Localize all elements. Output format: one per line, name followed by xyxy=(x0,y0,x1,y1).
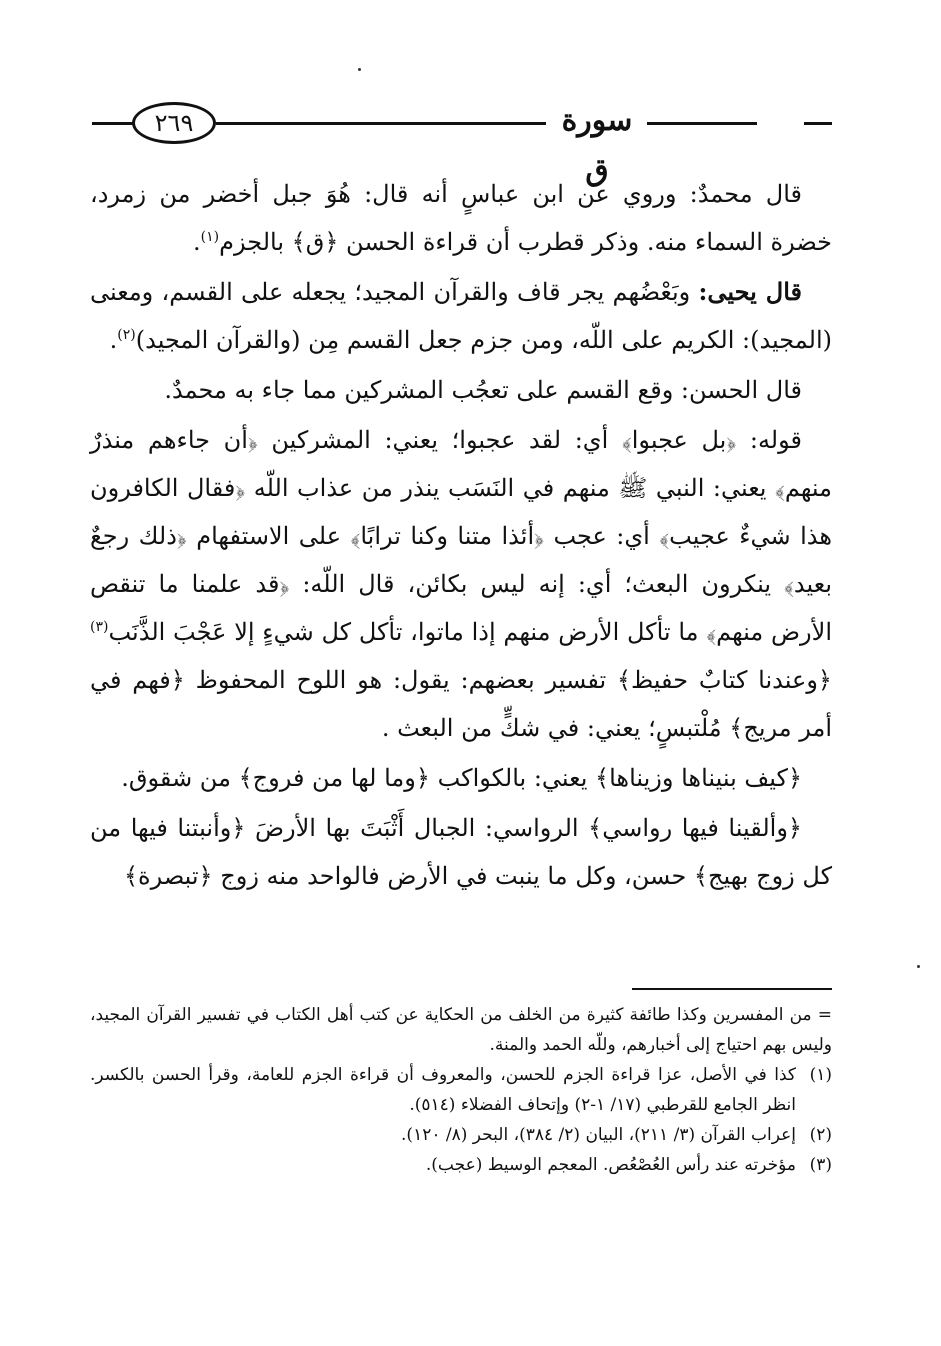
footnote-continuation: = من المفسرين وكذا طائفة كثيرة من الخلف من الحكاية عن كتب أهل الكتاب في تفسير القرآن المجيد، وليس بهم احتياج إلى أخبارهم، وللّه الحمد والمنة. xyxy=(90,1005,832,1055)
footnote-ref-3: (٣) xyxy=(90,619,109,635)
main-text xyxy=(90,170,832,902)
scan-speck xyxy=(917,965,920,968)
paragraph-6: ﴿وألقينا فيها رواسي﴾ الرواسي: الجبال أَثْبَتَ بها الأرضَ ﴿وأنبتنا فيها من كل زوج بهيج﴾ حسن، وكل ما ينبت في الأرض فالواحد منه زوج ﴿تبصرة﴾ xyxy=(90,814,832,890)
footnote-divider xyxy=(632,988,832,990)
paragraph-1: قال محمدٌ: وروي عن ابن عباسٍ أنه قال: هُوَ جبل أخضر من زمرد، خضرة السماء منه. وذكر قطرب أن قراءة الحسن ﴿ق﴾ بالجزم$^{(١)}$. xyxy=(90,180,832,256)
footnote-number: (١) xyxy=(809,1065,832,1085)
header-rule-left xyxy=(92,122,134,125)
page-number: ٢٦٩ xyxy=(132,102,216,144)
footnote-text: كذا في الأصل، عزا قراءة الجزم للحسن، والمعروف أن قراءة الجزم للعامة، وقرأ الحسن بالكسر. انظر الجامع للقرطبي (١٧/ ١-٢) وإتحاف الفضلاء (٥١٤). xyxy=(90,1065,796,1115)
surah-title: سورة ق xyxy=(561,103,633,188)
footnote-3 xyxy=(90,1150,832,1180)
footnote-text: إعراب القرآن (٣/ ٢١١)، البيان (٢/ ٣٨٤)، البحر (٨/ ١٢٠). xyxy=(401,1125,796,1145)
header-rule-right-short xyxy=(804,122,832,125)
page-header xyxy=(92,100,832,188)
footnote-text: مؤخرته عند رأس العُصْعُص. المعجم الوسيط (عجب). xyxy=(425,1155,796,1175)
paragraph-2: قال يحيى: وبَعْضُهم يجر قاف والقرآن المجيد؛ يجعله على القسم، ومعنى (المجيد): الكريم على اللّه، ومن جزم جعل القسم مِن (والقرآن المجيد)$^{(٢)}$. xyxy=(90,277,832,354)
footnote-2 xyxy=(90,1120,832,1150)
header-rule-right-long xyxy=(647,122,757,125)
speaker-label: قال يحيى: xyxy=(698,277,802,306)
footnote-number: (٢) xyxy=(809,1125,832,1145)
footnote-number: (٣) xyxy=(809,1155,832,1175)
paragraph-5: ﴿كيف بنيناها وزيناها﴾ يعني: بالكواكب ﴿وما لها من فروج﴾ من شقوق. xyxy=(121,764,802,792)
header-rule-middle xyxy=(216,122,546,125)
footnote-ref-2: (٢) xyxy=(117,327,136,343)
footnotes xyxy=(90,1000,832,1180)
paragraph-4: قوله: ﴿بل عجبوا﴾ أي: لقد عجبوا؛ يعني: المشركين ﴿أن جاءهم منذرٌ منهم﴾ يعني: النبي ﷺ منهم في النَسَب ينذر من عذاب اللّه ﴿فقال الكافرون هذا شيءٌ عجيب﴾ أي: عجب ﴿أئذا متنا وكنا ترابًا﴾ على الاستفهام ﴿ذلك رجعٌ بعيد﴾ ينكرون البعث؛ أي: إنه ليس بكائن، قال اللّه: ﴿قد علمنا ما تنقص الأرض منهم﴾ ما تأكل الأرض منهم إذا ماتوا، تأكل كل شيءٍ إلا عَجْبَ الذَّنَب$^{(٣)}$ ﴿وعندنا كتابٌ حفيظ﴾ تفسير بعضهم: يقول: هو اللوح المحفوظ ﴿فهم في أمر مريج﴾ مُلْتبسٍ؛ يعني: في شكٍّ من البعث . xyxy=(90,426,832,742)
scan-speck xyxy=(358,68,361,71)
footnote-ref-1: (١) xyxy=(200,229,220,245)
footnote-1 xyxy=(90,1060,832,1120)
paragraph-3: قال الحسن: وقع القسم على تعجُب المشركين مما جاء به محمدٌ. xyxy=(164,376,802,404)
